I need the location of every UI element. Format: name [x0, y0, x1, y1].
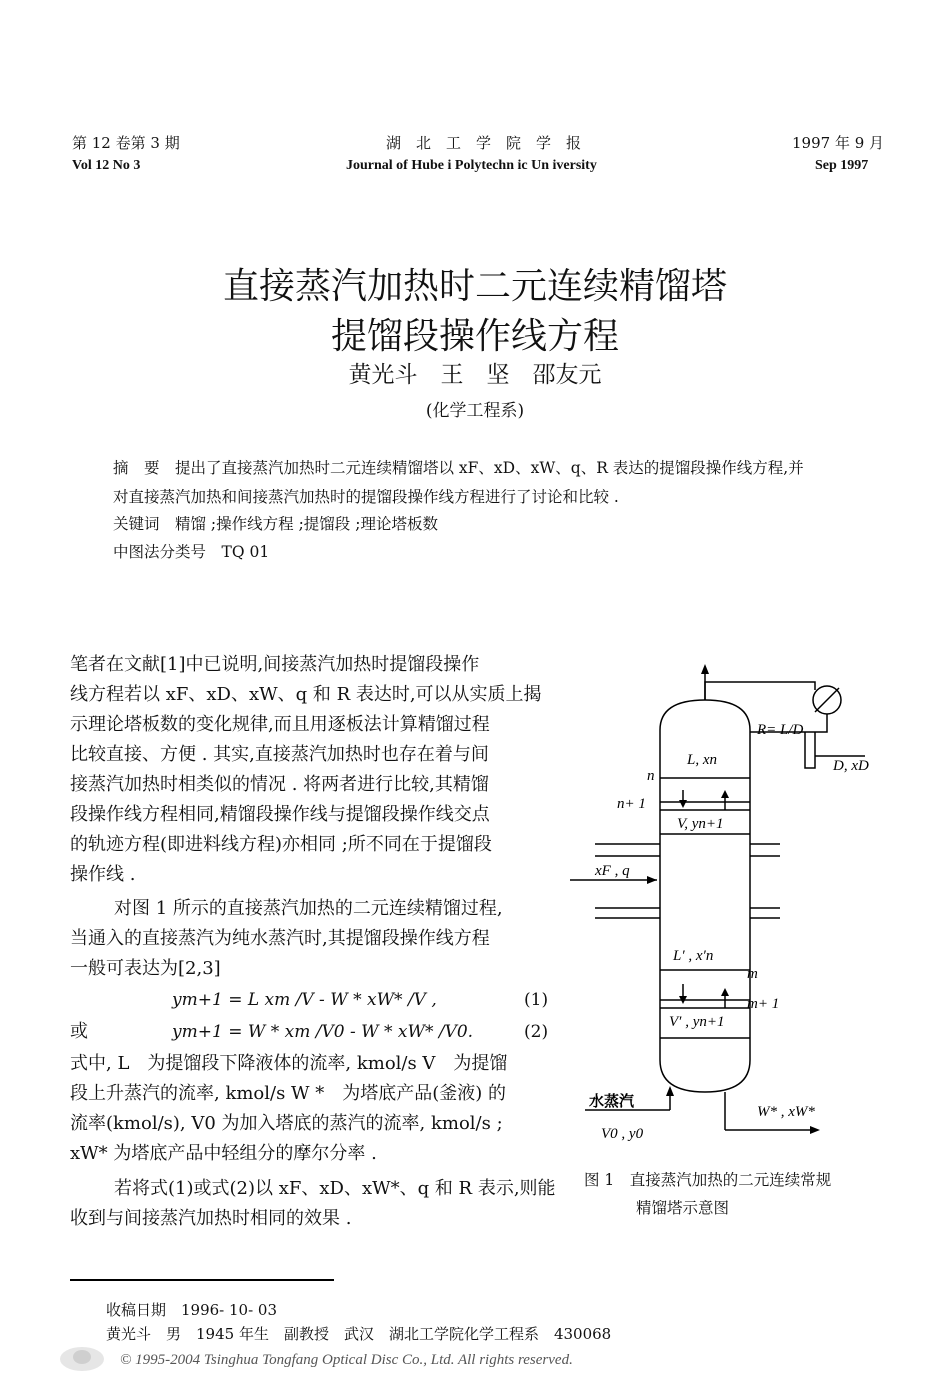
steam-up-arrow-icon: [666, 1086, 674, 1096]
authors: 黄光斗 王 坚 邵友元: [348, 362, 602, 388]
date-cn: 1997 年 9 月: [792, 134, 885, 152]
label-steam-flow: V0 , y0: [601, 1126, 644, 1142]
label-bottoms: W* , xW*: [757, 1104, 815, 1120]
label-vapor-bottom: V′ , yn+1: [669, 1014, 725, 1030]
label-m: m: [747, 966, 758, 982]
text-line: 若将式(1)或式(2)以 xF、xD、xW*、q 和 R 表示,则能: [114, 1178, 556, 1199]
label-bottom-liquid: L′ , x′n: [673, 948, 714, 964]
text-line: 接蒸汽加热时相类似的情况 . 将两者进行比较,其精馏: [70, 774, 489, 795]
volume-issue-cn: 第 12 卷第 3 期: [72, 134, 180, 152]
copyright-notice: © 1995-2004 Tsinghua Tongfang Optical Disc Co., Ltd. All rights reserved.: [120, 1352, 573, 1368]
label-vapor-top: V, yn+1: [677, 816, 724, 832]
label-steam: 水蒸汽: [589, 1092, 635, 1110]
equation-2: ym+1 = W * xm /V0 - W * xW* /V0.: [172, 1022, 474, 1042]
up-arrow-icon: [721, 988, 729, 996]
journal-name-cn: 湖 北 工 学 院 学 报: [386, 134, 582, 152]
text-line: 流率(kmol/s), V0 为加入塔底的蒸汽的流率, kmol/s ;: [70, 1113, 503, 1134]
figure-caption-line1: 图 1 直接蒸汽加热的二元连续常规: [584, 1171, 832, 1189]
abstract-line2: 对直接蒸汽加热和间接蒸汽加热时的提馏段操作线方程进行了讨论和比较 .: [113, 488, 619, 506]
down-arrow-icon: [679, 800, 687, 808]
text-line: 的轨迹方程(即进料线方程)亦相同 ;所不同在于提馏段: [70, 834, 492, 855]
date-en: Sep 1997: [815, 158, 869, 173]
paragraph-3: [70, 1049, 507, 1169]
text-line: 笔者在文献[1]中已说明,间接蒸汽加热时提馏段操作: [70, 654, 480, 675]
text-line: 示理论塔板数的变化规律,而且用逐板法计算精馏过程: [70, 714, 490, 735]
label-n1: n+ 1: [617, 796, 646, 812]
label-m1: m+ 1: [747, 996, 780, 1012]
label-top-flow: L, xn: [687, 752, 717, 768]
equation-2-number: (2): [524, 1022, 549, 1042]
classification-number: 中图法分类号 TQ 01: [113, 543, 270, 561]
text-line: 一般可表达为[2,3]: [70, 958, 221, 979]
footnote-rule: [70, 1279, 334, 1281]
equation-1-number: (1): [524, 990, 549, 1010]
paper-title-line2: 提馏段操作线方程: [330, 316, 619, 357]
text-line: 操作线 .: [70, 864, 136, 885]
label-reflux: R= L/D: [757, 722, 804, 738]
label-feed: xF , q: [595, 863, 630, 879]
label-distillate: D, xD: [833, 758, 869, 774]
text-line: 比较直接、方便 . 其实,直接蒸汽加热时也存在着与间: [70, 744, 489, 765]
paragraph-1: [70, 650, 542, 890]
text-line: xW* 为塔底产品中轻组分的摩尔分率 .: [70, 1143, 377, 1164]
text-line: 段上升蒸汽的流率, kmol/s W * 为塔底产品(釜液) 的: [70, 1083, 507, 1104]
abstract-line1: 摘 要 提出了直接蒸汽加热时二元连续精馏塔以 xF、xD、xW、q、R 表达的提馏段操作线方程,并: [113, 459, 804, 477]
distillation-column-diagram: [565, 660, 885, 1150]
cnki-logo-icon: [58, 1344, 106, 1374]
text-line: 线方程若以 xF、xD、xW、q 和 R 表达时,可以从实质上揭: [70, 684, 542, 705]
journal-name-en: Journal of Hube i Polytechn ic Un iversity: [346, 158, 597, 173]
up-arrow-icon: [721, 790, 729, 798]
figure-caption-line2: 精馏塔示意图: [636, 1199, 730, 1217]
paper-title-line1: 直接蒸汽加热时二元连续精馏塔: [222, 266, 727, 307]
text-line: 收到与间接蒸汽加热时相同的效果 .: [70, 1208, 352, 1229]
author-info: 黄光斗 男 1945 年生 副教授 武汉 湖北工学院化学工程系 430068: [106, 1325, 612, 1343]
text-line: 对图 1 所示的直接蒸汽加热的二元连续精馏过程,: [114, 898, 503, 919]
or-word: 或: [70, 1021, 88, 1042]
text-line: 段操作线方程相同,精馏段操作线与提馏段操作线交点: [70, 804, 490, 825]
text-line: 当通入的直接蒸汽为纯水蒸汽时,其提馏段操作线方程: [70, 928, 490, 949]
bottoms-arrow-icon: [810, 1126, 820, 1134]
volume-issue-en: Vol 12 No 3: [72, 158, 141, 173]
paragraph-4: [70, 1174, 556, 1234]
equation-1: ym+1 = L xm /V - W * xW* /V ,: [172, 990, 437, 1010]
feed-arrow-icon: [647, 876, 657, 884]
text-line: 式中, L 为提馏段下降液体的流率, kmol/s V 为提馏: [70, 1053, 508, 1074]
vapor-out-arrow-icon: [701, 664, 709, 674]
received-date: 收稿日期 1996- 10- 03: [106, 1301, 278, 1319]
paragraph-2: [70, 894, 503, 984]
department: (化学工程系): [425, 401, 525, 421]
label-n: n: [647, 768, 655, 784]
keywords: 关键词 精馏 ;操作线方程 ;提馏段 ;理论塔板数: [113, 515, 438, 533]
